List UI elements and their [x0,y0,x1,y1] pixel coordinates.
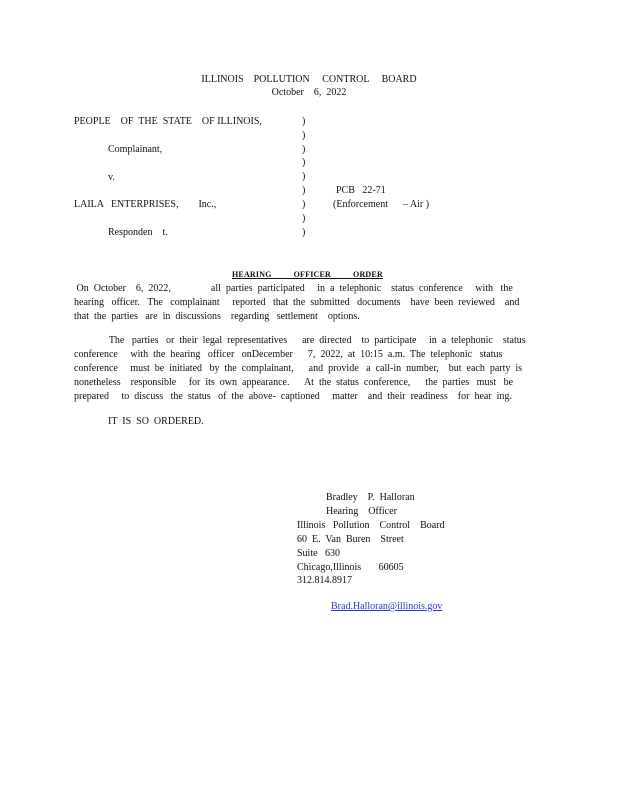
respondent-name: LAILA ENTERPRISES, Inc., [74,199,217,210]
closing-statement: IT IS SO ORDERED. [108,416,204,427]
document-title-text: HEARING OFFICER ORDER [232,270,383,279]
paragraph-line: conference with the hearing officer onDecember 7, 2022, at 10:15 a.m. The telephonic status [74,349,503,360]
paragraph-directive [74,334,544,404]
case-type: (Enforcement – Air ) [333,199,430,210]
caption-paren: ) [302,185,306,196]
caption-paren: ) [302,116,306,127]
paragraph-line: hearing officer. The complainant reported that the submitted documents have been reviewed and [74,297,520,308]
agency-header: ILLINOIS POLLUTION CONTROL BOARD [201,74,417,85]
paragraph-line: that the parties are in discussions regarding settlement options. [74,311,360,322]
signer-agency: Illinois Pollution Control Board [297,520,445,531]
caption-paren: ) [302,130,306,141]
paragraph-line: prepared to discuss the status of the above- captioned matter and their readiness for hear ing. [74,391,512,402]
caption-paren: ) [302,144,306,155]
caption-paren: ) [302,171,306,182]
document-title [227,257,383,281]
signer-phone: 312.814.8917 [297,575,352,586]
signer-email-link[interactable]: Brad.Halloran@illinois.gov [331,601,443,612]
signer-email-wrap [326,589,442,613]
complainant-label: Complainant, [108,144,163,155]
paragraph-line: The parties or their legal representatives are directed to participate in a telephonic status [74,335,526,346]
signer-address-suite: Suite 630 [297,548,341,559]
versus-label: v. [108,172,115,183]
signer-name: Bradley P. Halloran [326,492,415,503]
respondent-label: Responden t. [108,227,168,238]
caption-paren: ) [302,157,306,168]
paragraph-status [74,282,544,324]
paragraph-line: conference must be initiated by the complainant, and provide a call-in number, but each party is [74,363,523,374]
plaintiff-name: PEOPLE OF THE STATE OF ILLINOIS, [74,116,262,127]
caption-paren: ) [302,213,306,224]
paragraph-line: nonetheless responsible for its own appearance. At the status conference, the parties must be [74,377,514,388]
caption-paren: ) [302,199,306,210]
paragraph-line: On October 6, 2022, all parties participated in a telephonic status conference with the [74,283,513,294]
signer-address-city: Chicago,Illinois 60605 [297,562,404,573]
signer-address-street: 60 E. Van Buren Street [297,534,404,545]
caption-paren: ) [302,227,306,238]
order-date: October 6, 2022 [271,87,347,98]
signer-title: Hearing Officer [326,506,397,517]
case-number: PCB 22-71 [336,185,386,196]
